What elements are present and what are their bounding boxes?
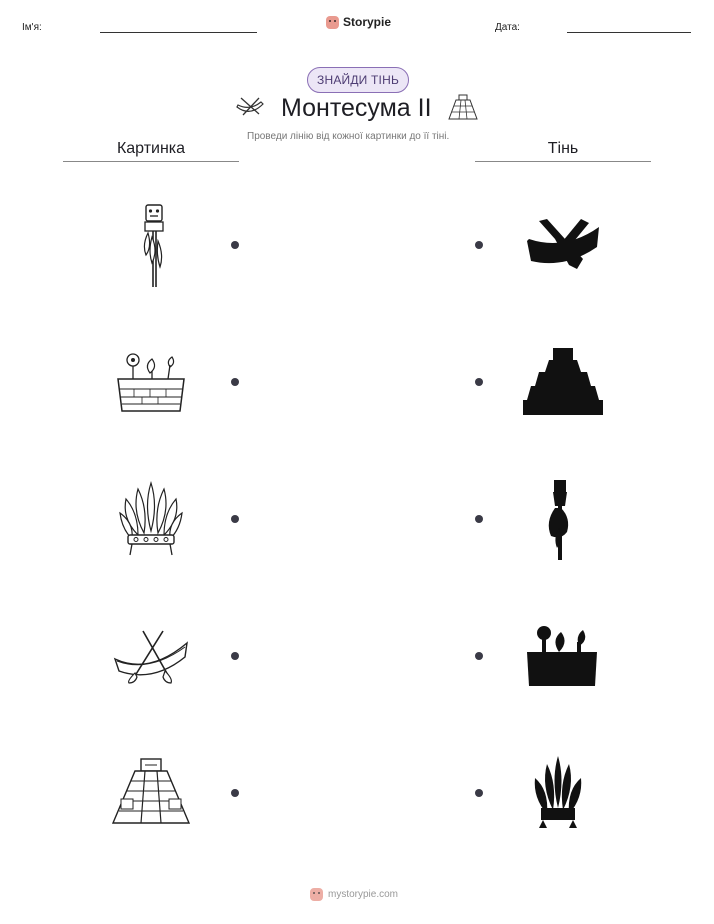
headdress-shadow-icon[interactable] [531,754,585,830]
pyramid-shadow-icon[interactable] [523,348,603,416]
task-badge: ЗНАЙДИ ТІНЬ [307,67,409,93]
canoe-title-icon [235,95,265,122]
name-input-line[interactable] [100,32,257,33]
bear-logo-icon [310,888,323,901]
picture-dot-2[interactable] [231,378,239,386]
shadow-dot-1[interactable] [475,241,483,249]
instructions: Проведи лінію від кожної картинки до її тіні. [247,131,450,142]
totem-staff-icon[interactable] [134,203,174,289]
date-label: Дата: [495,22,520,33]
canoe-paddles-icon[interactable] [113,627,189,685]
feather-headdress-icon[interactable] [118,481,184,557]
brand-logo [326,15,391,29]
page-title: Монтесума II [281,94,432,122]
picture-dot-5[interactable] [231,789,239,797]
right-column-heading: Тінь [547,140,579,157]
left-column-heading: Картинка [116,140,186,157]
picture-dot-1[interactable] [231,241,239,249]
shadow-dot-4[interactable] [475,652,483,660]
shadow-dot-5[interactable] [475,789,483,797]
shadow-dot-3[interactable] [475,515,483,523]
picture-dot-3[interactable] [231,515,239,523]
totem-shadow-icon[interactable] [541,478,577,562]
footer [310,888,398,901]
right-column-divider [475,161,651,162]
date-input-line[interactable] [567,32,691,33]
name-label: Ім'я: [22,22,42,33]
pyramid-title-icon [446,94,480,125]
footer-url[interactable]: mystorypie.com [328,889,399,900]
shadow-dot-2[interactable] [475,378,483,386]
canoe-shadow-icon[interactable] [525,217,601,273]
flower-planter-icon[interactable] [114,349,188,415]
bear-logo-icon [326,16,339,29]
pyramid-temple-icon[interactable] [111,757,191,827]
left-column-divider [63,161,239,162]
planter-shadow-icon[interactable] [525,624,599,688]
brand-name: Storypie [343,15,392,29]
picture-dot-4[interactable] [231,652,239,660]
